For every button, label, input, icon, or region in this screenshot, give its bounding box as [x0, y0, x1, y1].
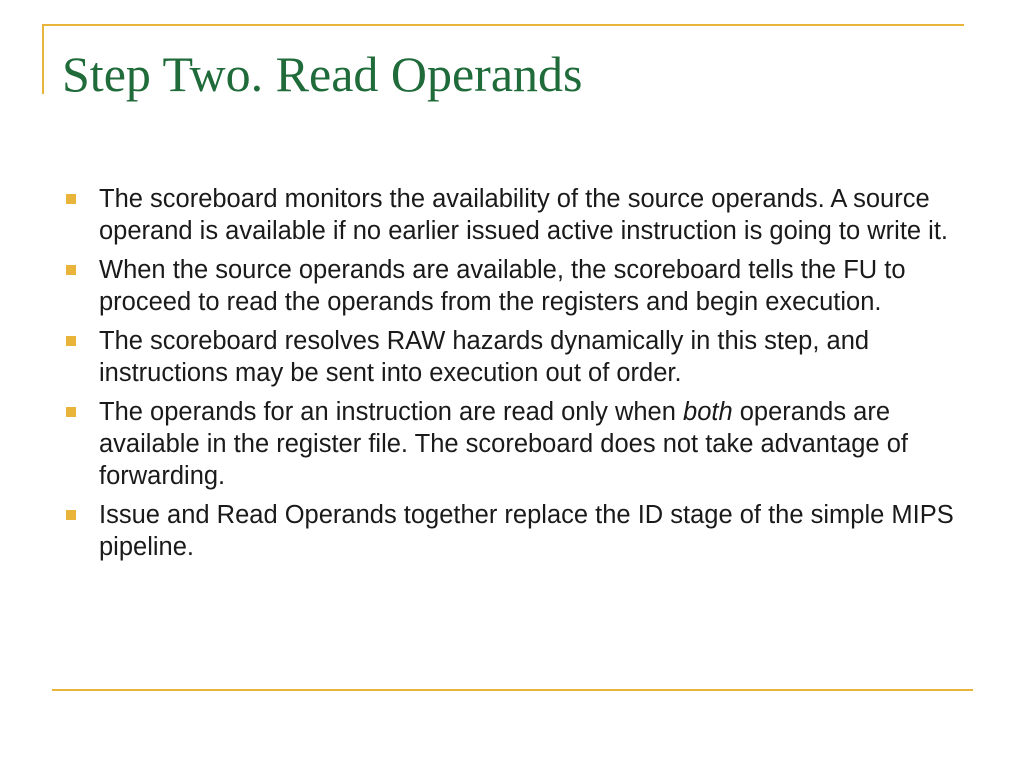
bullet-emphasis: both [683, 398, 733, 426]
bullet-item [66, 499, 966, 563]
bullet-text: The scoreboard resolves RAW hazards dynamically in this step, and instructions may be sent into execution out of order. [99, 327, 870, 387]
frame-left-line [42, 24, 44, 94]
frame-top-line [42, 24, 964, 26]
bullet-item [66, 325, 966, 389]
square-bullet-icon [66, 194, 76, 204]
frame-bottom-line [52, 689, 973, 691]
bullet-text: The scoreboard monitors the availability of the source operands. A source operand is available if no earlier issued active instruction is going to write it. [99, 185, 949, 245]
bullet-text [99, 398, 908, 490]
slide-title: Step Two. Read Operands [62, 46, 583, 102]
square-bullet-icon [66, 336, 76, 346]
bullet-text-before: The operands for an instruction are read only when [99, 398, 684, 426]
bullet-item [66, 254, 966, 318]
square-bullet-icon [66, 510, 76, 520]
bullet-item [66, 183, 966, 247]
bullet-text: Issue and Read Operands together replace the ID stage of the simple MIPS pipeline. [99, 501, 954, 561]
bullet-text-after: operands are available in the register file. The scoreboard does not take advantage of forwarding. [99, 398, 908, 490]
bullet-item [66, 396, 966, 492]
bullet-text: When the source operands are available, the scoreboard tells the FU to proceed to read the operands from the registers and begin execution. [99, 256, 906, 316]
square-bullet-icon [66, 265, 76, 275]
square-bullet-icon [66, 407, 76, 417]
bullet-list [66, 183, 966, 570]
